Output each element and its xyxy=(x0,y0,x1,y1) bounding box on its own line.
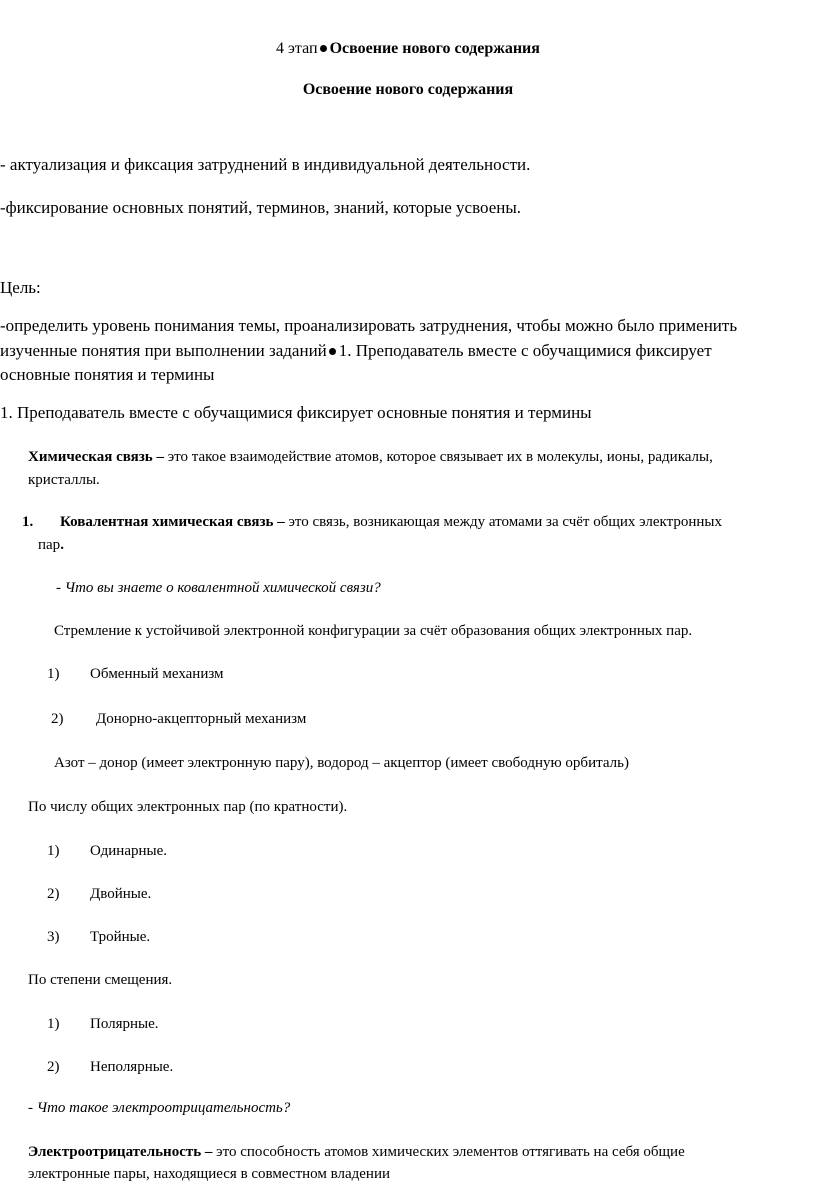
electronegativity-definition xyxy=(28,1144,685,1161)
chem-bond-definition xyxy=(28,449,713,466)
chem-bond-term: Химическая связь – xyxy=(28,449,164,465)
page-subtitle xyxy=(0,81,816,99)
stage-header xyxy=(0,40,816,58)
intro-line-2: -фиксирование основных понятий, терминов, знаний, которые усвоены. xyxy=(0,198,522,217)
mechanism-1-num: 1) xyxy=(47,666,60,682)
question-electronegativity xyxy=(28,1100,290,1117)
intro-line-1: - актуализация и фиксация затруднений в индивидуальной деятельности. xyxy=(0,155,531,174)
question-covalent xyxy=(56,580,381,597)
multiplicity-heading: По числу общих электронных пар (по кратности). xyxy=(28,799,348,815)
list-item: Двойные. xyxy=(90,886,152,902)
list-item: Неполярные. xyxy=(90,1059,174,1075)
goal-line-3: основные понятия и термины xyxy=(0,365,215,384)
question-2-prefix: - xyxy=(28,1100,37,1116)
list-item-num: 1) xyxy=(47,1016,60,1032)
mechanism-2: Донорно-акцепторный механизм xyxy=(96,711,307,727)
goal-line-2b: 1. Преподаватель вместе с обучащимися фиксирует xyxy=(338,341,712,360)
covalent-term: Ковалентная химическая связь – xyxy=(60,514,285,530)
covalent-text-2a: пар xyxy=(38,537,61,553)
list-item-num: 2) xyxy=(47,1059,60,1075)
goal-line-2 xyxy=(0,341,712,361)
covalent-text-2 xyxy=(38,537,64,554)
goal-label: Цель: xyxy=(0,278,41,297)
covalent-text: это связь, возникающая между атомами за счёт общих электронных xyxy=(284,514,722,530)
covalent-dot: . xyxy=(60,537,64,553)
goal-line-1: -определить уровень понимания темы, проанализировать затруднения, чтобы можно было применить xyxy=(0,316,738,335)
question-2-text: Что такое электроотрицательность? xyxy=(36,1100,291,1116)
bullet-icon xyxy=(329,348,336,355)
stage-title: Освоение нового содержания xyxy=(329,40,540,57)
goal-line-2a: изученные понятия при выполнении заданий xyxy=(0,341,327,360)
mechanism-1: Обменный механизм xyxy=(90,666,224,682)
question-1-text: - Что вы знаете о ковалентной химической связи? xyxy=(56,580,381,596)
list-item-num: 2) xyxy=(47,886,60,902)
stage-prefix: 4 этап xyxy=(276,40,318,57)
list-item: Полярные. xyxy=(90,1016,159,1032)
bullet-icon xyxy=(320,45,327,52)
mechanism-2-num: 2) xyxy=(51,711,64,727)
chem-bond-text-2: кристаллы. xyxy=(28,472,100,488)
list-item: Тройные. xyxy=(90,929,151,945)
eo-text-2: электронные пары, находящиеся в совместном владении xyxy=(28,1166,391,1182)
chem-bond-text: это такое взаимодействие атомов, которое связывает их в молекулы, ионы, радикалы, xyxy=(163,449,713,465)
subtitle-text: Освоение нового содержания xyxy=(302,81,514,98)
example-text: Азот – донор (имеет электронную пару), водород – акцептор (имеет свободную орбиталь) xyxy=(54,755,629,771)
list-item: Одинарные. xyxy=(90,843,167,859)
list-item-num: 1) xyxy=(47,843,60,859)
covalent-num-text: 1. xyxy=(22,514,34,530)
goal-line-4: 1. Преподаватель вместе с обучащимися фиксирует основные понятия и термины xyxy=(0,403,592,422)
list-item-num: 3) xyxy=(47,929,60,945)
covalent-definition xyxy=(60,514,722,531)
eo-text: это способность атомов химических элементов оттягивать на себя общие xyxy=(212,1144,685,1160)
answer-covalent: Стремление к устойчивой электронной конфигурации за счёт образования общих электронных пар. xyxy=(54,623,693,639)
covalent-number xyxy=(22,514,33,531)
shift-heading: По степени смещения. xyxy=(28,972,173,988)
eo-term: Электроотрицательность – xyxy=(28,1144,213,1160)
